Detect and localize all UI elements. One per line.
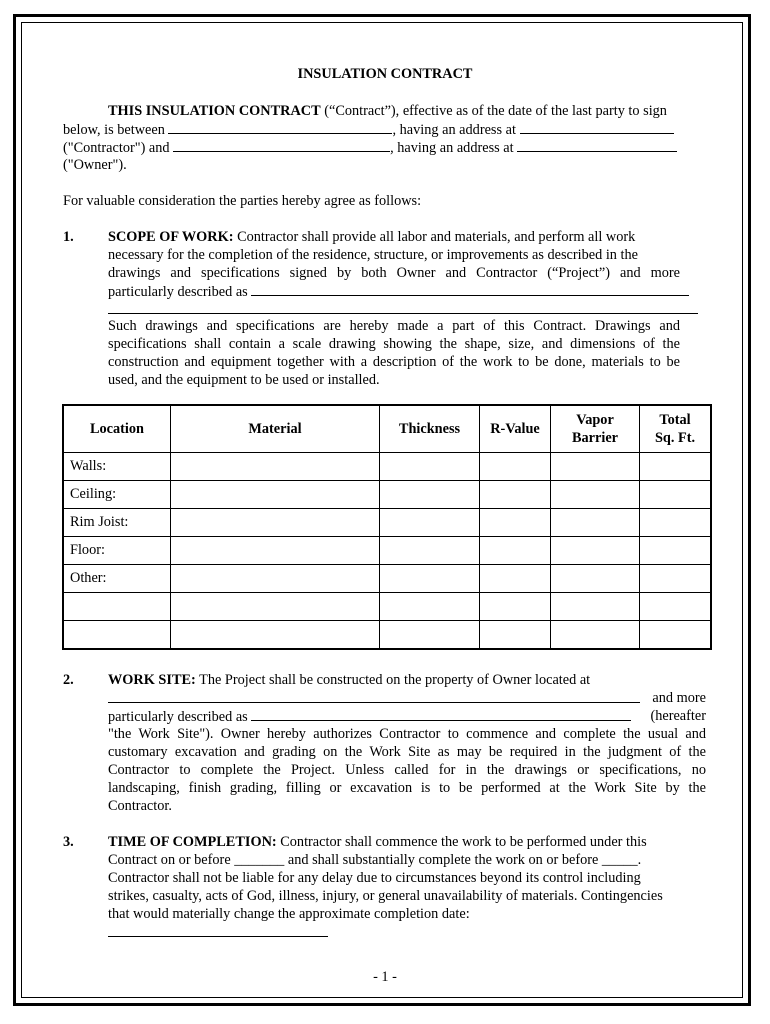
page-number: - 1 - — [373, 969, 397, 985]
table-cell-blank[interactable] — [640, 621, 712, 650]
table-cell-blank[interactable] — [480, 481, 551, 509]
section-2-heading: WORK SITE: — [108, 672, 196, 688]
project-description-blank-2[interactable] — [108, 313, 698, 314]
header-total-line-1: Total — [659, 412, 691, 428]
section-2-line-7-text: landscaping, finish grading, filling or excavation is to be performed at the Work Site by the — [108, 780, 706, 796]
header-material: Material — [171, 405, 380, 453]
table-cell-blank[interactable] — [551, 509, 640, 537]
intro-line-1-text: (“Contract”), effective as of the date of the last party to sign — [320, 103, 667, 119]
table-cell-blank[interactable] — [171, 593, 380, 621]
table-cell-blank[interactable] — [551, 537, 640, 565]
section-1-line-3 — [108, 264, 680, 282]
table-cell-blank[interactable] — [171, 509, 380, 537]
table-cell-blank[interactable] — [380, 621, 480, 650]
section-2-line-6-text: Contractor to complete the Project. Unless called for in the drawings or specifications, no — [108, 762, 706, 778]
insulation-table — [62, 404, 712, 650]
section-3-line-1-text: Contractor shall commence the work to be performed under this — [276, 834, 647, 850]
table-row — [63, 481, 711, 509]
location-cell: Ceiling: — [63, 481, 171, 509]
table-row — [63, 509, 711, 537]
intro-line-1 — [108, 102, 667, 120]
section-1-line-2: necessary for the completion of the residence, structure, or improvements as described in the — [108, 247, 638, 263]
table-cell-blank[interactable] — [551, 453, 640, 481]
contractor-name-blank[interactable] — [168, 120, 392, 134]
section-3-line-5: that would materially change the approximate completion date: — [108, 906, 470, 922]
section-3-line-4: strikes, casualty, acts of God, illness, injury, or general unavailability of materials. Contingencies — [108, 888, 663, 904]
section-1-line-3-text: drawings and specifications signed by both Owner and Contractor (“Project”) and more — [108, 265, 680, 281]
table-cell-blank[interactable] — [480, 509, 551, 537]
table-row — [63, 537, 711, 565]
header-total-sq-ft — [640, 405, 712, 453]
section-2-line-3 — [108, 707, 706, 726]
section-3-line-3: Contractor shall not be liable for any delay due to circumstances beyond its control including — [108, 870, 641, 886]
section-1-line-1-text: Contractor shall provide all labor and materials, and perform all work — [233, 229, 636, 245]
section-2-hereafter: (hereafter — [650, 708, 706, 724]
table-cell-blank[interactable] — [640, 509, 712, 537]
header-vapor-line-1: Vapor — [576, 412, 614, 428]
table-cell-blank[interactable] — [551, 481, 640, 509]
table-row — [63, 453, 711, 481]
section-1-para-2-line-4: used, and the equipment to be used or installed. — [108, 372, 380, 388]
section-2-and-more: and more — [652, 690, 706, 706]
owner-address-blank[interactable] — [517, 138, 677, 152]
section-1-heading: SCOPE OF WORK: — [108, 229, 234, 245]
section-2-line-1 — [108, 671, 590, 689]
header-vapor-barrier — [551, 405, 640, 453]
intro-address-label-2: , having an address at — [390, 140, 518, 156]
project-description-blank[interactable] — [251, 282, 689, 296]
table-cell-blank[interactable] — [380, 453, 480, 481]
table-cell-blank[interactable] — [380, 481, 480, 509]
section-3-line-1 — [108, 833, 647, 851]
intro-address-label-1: , having an address at — [392, 122, 520, 138]
section-1-para-2-line-2-text: specifications shall contain a scale drawing showing the shape, size, and dimensions of the — [108, 336, 680, 352]
section-1-para-2-line-1 — [108, 317, 680, 335]
table-cell-blank[interactable] — [640, 565, 712, 593]
section-2-line-8: Contractor. — [108, 798, 172, 814]
section-2-line-2 — [108, 689, 706, 708]
table-header-row — [63, 405, 711, 453]
section-1-para-2-line-2 — [108, 335, 680, 353]
table-cell-blank[interactable] — [640, 593, 712, 621]
table-cell-blank[interactable] — [480, 537, 551, 565]
section-1-number: 1. — [63, 229, 74, 245]
section-2-line-5-text: customary excavation and grading on the Work Site as may be required in the judgment of the — [108, 744, 706, 760]
table-cell-blank[interactable] — [480, 565, 551, 593]
table-cell-blank[interactable] — [640, 481, 712, 509]
section-2-line-4-text: "the Work Site"). Owner hereby authorizes Contractor to commence and complete the usual and — [108, 726, 706, 742]
section-1-described-label: particularly described as — [108, 284, 252, 300]
table-cell-blank[interactable] — [480, 453, 551, 481]
location-cell — [63, 621, 171, 650]
table-body — [63, 453, 711, 650]
intro-line-2 — [63, 120, 674, 139]
intro-owner-label: ("Owner"). — [63, 157, 127, 173]
work-site-description-blank[interactable] — [251, 707, 631, 721]
header-total-line-2: Sq. Ft. — [654, 430, 696, 446]
table-cell-blank[interactable] — [640, 453, 712, 481]
table-row — [63, 621, 711, 650]
table-cell-blank[interactable] — [171, 537, 380, 565]
table-cell-blank[interactable] — [480, 593, 551, 621]
intro-line-3 — [63, 138, 677, 157]
section-1-para-2-line-3 — [108, 353, 680, 371]
contractor-address-blank[interactable] — [520, 120, 674, 134]
section-1-para-2-line-3-text: construction and equipment together with a description of the work to be done, materials to be — [108, 354, 680, 370]
header-r-value: R-Value — [480, 405, 551, 453]
section-2-line-6 — [108, 761, 706, 779]
section-1-line-1 — [108, 228, 680, 246]
table-cell-blank[interactable] — [171, 621, 380, 650]
table-cell-blank[interactable] — [171, 481, 380, 509]
section-3-heading: TIME OF COMPLETION: — [108, 834, 277, 850]
table-cell-blank[interactable] — [380, 509, 480, 537]
intro-lead: THIS INSULATION CONTRACT — [108, 103, 321, 119]
table-cell-blank[interactable] — [171, 453, 380, 481]
contingencies-blank[interactable] — [108, 936, 328, 937]
section-2-described-label: particularly described as — [108, 709, 252, 725]
table-cell-blank[interactable] — [640, 537, 712, 565]
table-cell-blank[interactable] — [380, 537, 480, 565]
consideration-text: For valuable consideration the parties hereby agree as follows: — [63, 193, 422, 209]
table-cell-blank[interactable] — [380, 593, 480, 621]
section-2-line-1-text: The Project shall be constructed on the property of Owner located at — [195, 672, 591, 688]
header-thickness: Thickness — [380, 405, 480, 453]
document-title: INSULATION CONTRACT — [297, 66, 473, 82]
location-cell: Walls: — [63, 453, 171, 481]
section-1-line-4 — [108, 282, 689, 301]
header-vapor-line-2: Barrier — [571, 430, 619, 446]
table-row — [63, 565, 711, 593]
location-cell: Rim Joist: — [63, 509, 171, 537]
section-2-line-7 — [108, 779, 706, 797]
section-2-line-5 — [108, 743, 706, 761]
location-cell: Floor: — [63, 537, 171, 565]
section-3-number: 3. — [63, 834, 74, 850]
location-cell — [63, 593, 171, 621]
header-location: Location — [63, 405, 171, 453]
intro-between-label: below, is between — [63, 122, 169, 138]
table-row — [63, 593, 711, 621]
table-cell-blank[interactable] — [171, 565, 380, 593]
section-3-line-2: Contract on or before _______ and shall substantially complete the work on or before _____. — [108, 852, 642, 868]
owner-name-blank[interactable] — [173, 138, 390, 152]
work-site-location-blank[interactable] — [108, 689, 640, 703]
location-cell: Other: — [63, 565, 171, 593]
intro-contractor-label: ("Contractor") and — [63, 140, 174, 156]
table-cell-blank[interactable] — [551, 565, 640, 593]
table-cell-blank[interactable] — [480, 621, 551, 650]
table-cell-blank[interactable] — [551, 621, 640, 650]
section-2-line-4 — [108, 725, 706, 743]
table-cell-blank[interactable] — [380, 565, 480, 593]
section-1-para-2-line-1-text: Such drawings and specifications are hereby made a part of this Contract. Drawings and — [108, 318, 680, 334]
section-2-number: 2. — [63, 672, 74, 688]
table-cell-blank[interactable] — [551, 593, 640, 621]
